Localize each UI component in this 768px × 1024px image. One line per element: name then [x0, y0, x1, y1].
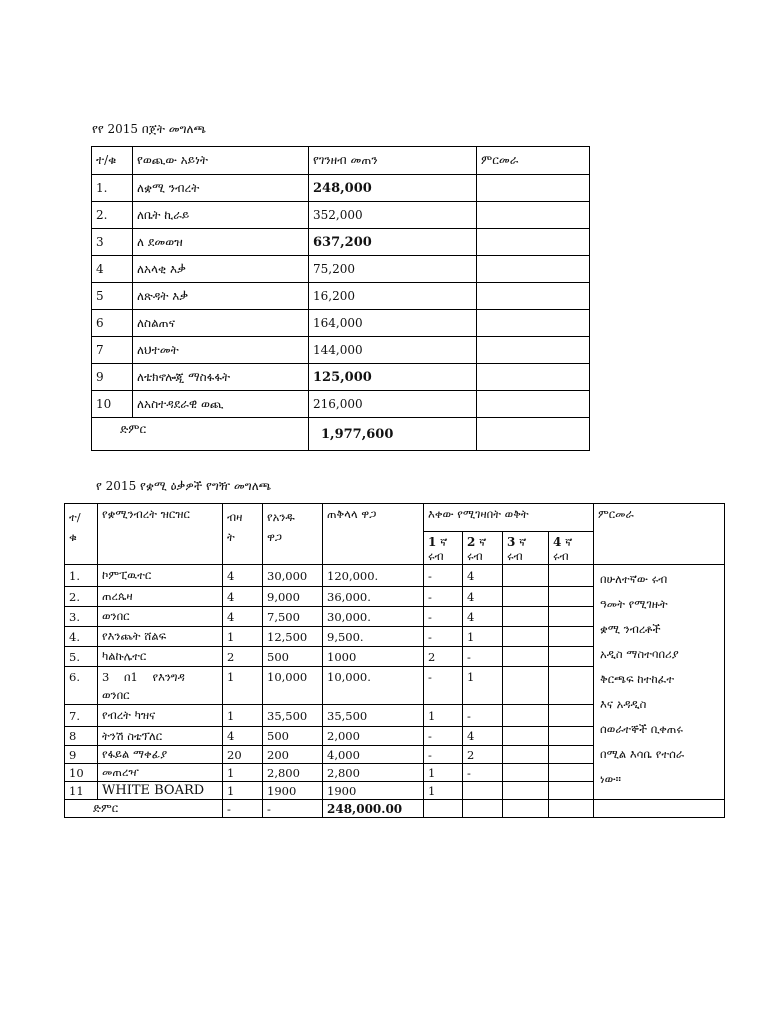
- header-purchase-period: እቀው የሚገዛበት ወቅት: [424, 504, 594, 532]
- table-row: [92, 229, 590, 256]
- row-no: 11: [65, 782, 98, 800]
- header-type: የወጪው አይነት: [133, 147, 309, 175]
- row-remark: [477, 310, 590, 337]
- row-amount: 16,200: [309, 283, 477, 310]
- row-q3: [503, 587, 549, 607]
- row-q1: -: [424, 627, 463, 647]
- row-q4: [549, 764, 594, 782]
- header-quarter-3: [503, 532, 549, 565]
- row-item: ኮምፒዉተር: [98, 565, 223, 587]
- row-q4: [549, 587, 594, 607]
- row-item: [98, 667, 223, 705]
- row-total: 1900: [323, 782, 424, 800]
- row-type: ለአላቂ እቃ: [133, 256, 309, 283]
- row-q2: 4: [463, 727, 503, 746]
- row-unit: 1900: [263, 782, 323, 800]
- row-unit: 7,500: [263, 607, 323, 627]
- remark-note: [594, 565, 725, 800]
- row-no: 1.: [65, 565, 98, 587]
- quarter-label: ሩብ: [467, 549, 483, 563]
- header-amount: የገንዘብ መጠን: [309, 147, 477, 175]
- row-q1: 2: [424, 647, 463, 667]
- row-no: 3.: [65, 607, 98, 627]
- row-qty: 20: [223, 746, 263, 764]
- row-unit: 2,800: [263, 764, 323, 782]
- header-unit-price: [263, 504, 323, 565]
- row-type: ለአስተዳደራዊ ወጪ: [133, 391, 309, 418]
- total-q4: [549, 800, 594, 818]
- total-value: 248,000.00: [323, 800, 424, 818]
- row-remark: [477, 202, 590, 229]
- row-no: 6.: [65, 667, 98, 705]
- row-qty: 4: [223, 607, 263, 627]
- total-label: ድምር: [65, 800, 223, 818]
- row-no: 5: [92, 283, 133, 310]
- row-total: 10,000.: [323, 667, 424, 705]
- quarter-suffix: ኛ: [519, 535, 527, 549]
- row-item-line1: 3 በ1 የእንግዳ: [102, 669, 185, 684]
- row-remark: [477, 175, 590, 202]
- row-total: 2,800: [323, 764, 424, 782]
- row-q4: [549, 782, 594, 800]
- assets-table: [64, 503, 725, 818]
- row-no: 1.: [92, 175, 133, 202]
- row-total: 1000: [323, 647, 424, 667]
- row-type: ለስልጠና: [133, 310, 309, 337]
- row-amount: 216,000: [309, 391, 477, 418]
- row-q1: -: [424, 565, 463, 587]
- assets-header-row: [65, 504, 725, 532]
- total-label: ድምር: [92, 418, 309, 451]
- quarter-label: ሩብ: [428, 549, 444, 563]
- row-q3: [503, 782, 549, 800]
- total-q3: [503, 800, 549, 818]
- row-item: WHITE BOARD: [98, 782, 223, 800]
- row-no: 2.: [65, 587, 98, 607]
- table-row: [92, 310, 590, 337]
- header-quarter-1: [424, 532, 463, 565]
- total-unit: -: [263, 800, 323, 818]
- row-q3: [503, 627, 549, 647]
- row-qty: 1: [223, 667, 263, 705]
- row-q4: [549, 746, 594, 764]
- row-amount: 637,200: [309, 229, 477, 256]
- row-no: 7.: [65, 705, 98, 727]
- row-item: የብረት ካዝና: [98, 705, 223, 727]
- remark-line: በሁለተኛው ሩብ: [600, 572, 668, 586]
- row-q3: [503, 705, 549, 727]
- remark-line: ቅርጫፍ ከተከፈተ: [600, 672, 675, 686]
- row-amount: 125,000: [309, 364, 477, 391]
- row-q3: [503, 764, 549, 782]
- row-total: 120,000.: [323, 565, 424, 587]
- row-q3: [503, 565, 549, 587]
- budget-table: [91, 146, 590, 451]
- row-remark: [477, 391, 590, 418]
- header-item: የቋሚንብረት ዝርዝር: [98, 504, 223, 565]
- row-remark: [477, 256, 590, 283]
- row-qty: 2: [223, 647, 263, 667]
- table-row: [92, 391, 590, 418]
- row-q2: 4: [463, 607, 503, 627]
- row-amount: 164,000: [309, 310, 477, 337]
- remark-line: ነው።: [600, 772, 621, 786]
- table-row: [92, 283, 590, 310]
- row-total: 30,000.: [323, 607, 424, 627]
- row-qty: 4: [223, 565, 263, 587]
- row-unit: 10,000: [263, 667, 323, 705]
- row-q1: -: [424, 587, 463, 607]
- table-row: [92, 364, 590, 391]
- row-q4: [549, 647, 594, 667]
- total-q1: [424, 800, 463, 818]
- header-qty-line1: ብዛ: [227, 510, 243, 524]
- row-no: 5.: [65, 647, 98, 667]
- row-type: ለቤት ኪራይ: [133, 202, 309, 229]
- row-q2: 1: [463, 627, 503, 647]
- row-no: 10: [65, 764, 98, 782]
- row-item-line2: ወንበር: [102, 687, 130, 702]
- remark-line: ዓመት የሚገዙት: [600, 597, 668, 611]
- header-qty: [223, 504, 263, 565]
- row-q2: 4: [463, 587, 503, 607]
- row-qty: 1: [223, 782, 263, 800]
- row-no: 9: [92, 364, 133, 391]
- row-unit: 30,000: [263, 565, 323, 587]
- row-no: 10: [92, 391, 133, 418]
- row-q2: -: [463, 647, 503, 667]
- quarter-suffix: ኛ: [440, 535, 448, 549]
- header-total-price: ጠቅላላ ዋጋ: [323, 504, 424, 565]
- row-q1: 1: [424, 705, 463, 727]
- row-type: ለህተመት: [133, 337, 309, 364]
- row-unit: 35,500: [263, 705, 323, 727]
- quarter-num: 4: [553, 535, 562, 549]
- remark-line: አዲስ ማስተባበሪያ: [600, 647, 679, 661]
- row-remark: [477, 283, 590, 310]
- row-no: 6: [92, 310, 133, 337]
- total-value: 1,977,600: [309, 418, 477, 451]
- row-q2: 1: [463, 667, 503, 705]
- row-remark: [477, 229, 590, 256]
- row-q2: -: [463, 705, 503, 727]
- row-qty: 4: [223, 587, 263, 607]
- table-row: [92, 256, 590, 283]
- budget-title: የየ 2015 በጀት መግለጫ: [92, 122, 206, 136]
- quarter-label: ሩብ: [553, 549, 569, 563]
- row-q4: [549, 607, 594, 627]
- row-item: ጠረጴዛ: [98, 587, 223, 607]
- row-no: 4.: [65, 627, 98, 647]
- total-q2: [463, 800, 503, 818]
- assets-title: የ 2015 የቋሚ ዕቃዎች የግዥ መግለጫ: [96, 479, 272, 493]
- row-qty: 4: [223, 727, 263, 746]
- quarter-num: 2: [467, 535, 476, 549]
- row-type: ለቴክኖሎጂ ማስፋፋት: [133, 364, 309, 391]
- row-q4: [549, 627, 594, 647]
- table-row: [92, 337, 590, 364]
- total-remark: [594, 800, 725, 818]
- header-quarter-4: [549, 532, 594, 565]
- row-amount: 75,200: [309, 256, 477, 283]
- row-item: ወንበር: [98, 607, 223, 627]
- header-remark: ምርመራ: [594, 504, 725, 565]
- row-unit: 500: [263, 727, 323, 746]
- row-unit: 9,000: [263, 587, 323, 607]
- row-type: ለጽዳት እቃ: [133, 283, 309, 310]
- row-unit: 12,500: [263, 627, 323, 647]
- row-q1: -: [424, 746, 463, 764]
- table-row: [65, 565, 725, 587]
- row-no: 4: [92, 256, 133, 283]
- quarter-suffix: ኛ: [479, 535, 487, 549]
- row-item: ካልኩሌተር: [98, 647, 223, 667]
- row-amount: 248,000: [309, 175, 477, 202]
- row-amount: 144,000: [309, 337, 477, 364]
- header-remark: ምርመራ: [477, 147, 590, 175]
- row-qty: 1: [223, 764, 263, 782]
- row-q3: [503, 647, 549, 667]
- row-type: ለ ደመወዝ: [133, 229, 309, 256]
- row-q4: [549, 705, 594, 727]
- row-q4: [549, 727, 594, 746]
- remark-line: ሰወራተኞች ቢቀጠሩ: [600, 722, 683, 736]
- quarter-num: 1: [428, 535, 437, 549]
- row-no: 7: [92, 337, 133, 364]
- row-no: 9: [65, 746, 98, 764]
- header-unit-line2: ዋጋ: [267, 530, 283, 544]
- table-row: [92, 175, 590, 202]
- row-q1: -: [424, 607, 463, 627]
- row-q4: [549, 667, 594, 705]
- row-total: 4,000: [323, 746, 424, 764]
- quarter-num: 3: [507, 535, 516, 549]
- row-q1: -: [424, 727, 463, 746]
- row-q2: [463, 782, 503, 800]
- row-q4: [549, 565, 594, 587]
- header-qty-line2: ት: [227, 530, 235, 544]
- row-q2: -: [463, 764, 503, 782]
- total-qty: -: [223, 800, 263, 818]
- remark-line: እና አዳዲስ: [600, 697, 647, 711]
- row-qty: 1: [223, 705, 263, 727]
- row-total: 2,000: [323, 727, 424, 746]
- row-q1: 1: [424, 782, 463, 800]
- quarter-label: ሩብ: [507, 549, 523, 563]
- row-unit: 200: [263, 746, 323, 764]
- row-q3: [503, 746, 549, 764]
- row-total: 9,500.: [323, 627, 424, 647]
- row-type: ለቋሚ ንብረት: [133, 175, 309, 202]
- row-total: 36,000.: [323, 587, 424, 607]
- total-remark: [477, 418, 590, 451]
- budget-header-row: [92, 147, 590, 175]
- row-q3: [503, 607, 549, 627]
- row-unit: 500: [263, 647, 323, 667]
- header-quarter-2: [463, 532, 503, 565]
- header-no-line1: ተ/: [69, 510, 81, 524]
- row-no: 8: [65, 727, 98, 746]
- row-no: 3: [92, 229, 133, 256]
- row-q2: 2: [463, 746, 503, 764]
- row-q1: 1: [424, 764, 463, 782]
- header-no: [65, 504, 98, 565]
- assets-total-row: [65, 800, 725, 818]
- header-unit-line1: የአንዱ: [267, 510, 295, 524]
- row-no: 2.: [92, 202, 133, 229]
- budget-total-row: [92, 418, 590, 451]
- row-item: መጠረዣ: [98, 764, 223, 782]
- remark-line: ቋሚ ንብረቶች: [600, 622, 661, 636]
- row-item: የእንጨት ሸልፍ: [98, 627, 223, 647]
- header-no: ተ/ቁ: [92, 147, 133, 175]
- row-amount: 352,000: [309, 202, 477, 229]
- quarter-suffix: ኛ: [565, 535, 573, 549]
- row-remark: [477, 364, 590, 391]
- row-item: ትንሽ ስቴፕለር: [98, 727, 223, 746]
- row-q2: 4: [463, 565, 503, 587]
- row-remark: [477, 337, 590, 364]
- row-q1: -: [424, 667, 463, 705]
- row-total: 35,500: [323, 705, 424, 727]
- header-no-line2: ቁ: [69, 530, 77, 544]
- remark-line: በሚል እሳቤ የተሰራ: [600, 747, 685, 761]
- row-q3: [503, 727, 549, 746]
- row-qty: 1: [223, 627, 263, 647]
- row-q3: [503, 667, 549, 705]
- row-item: የፋይል ማቀፊያ: [98, 746, 223, 764]
- table-row: [92, 202, 590, 229]
